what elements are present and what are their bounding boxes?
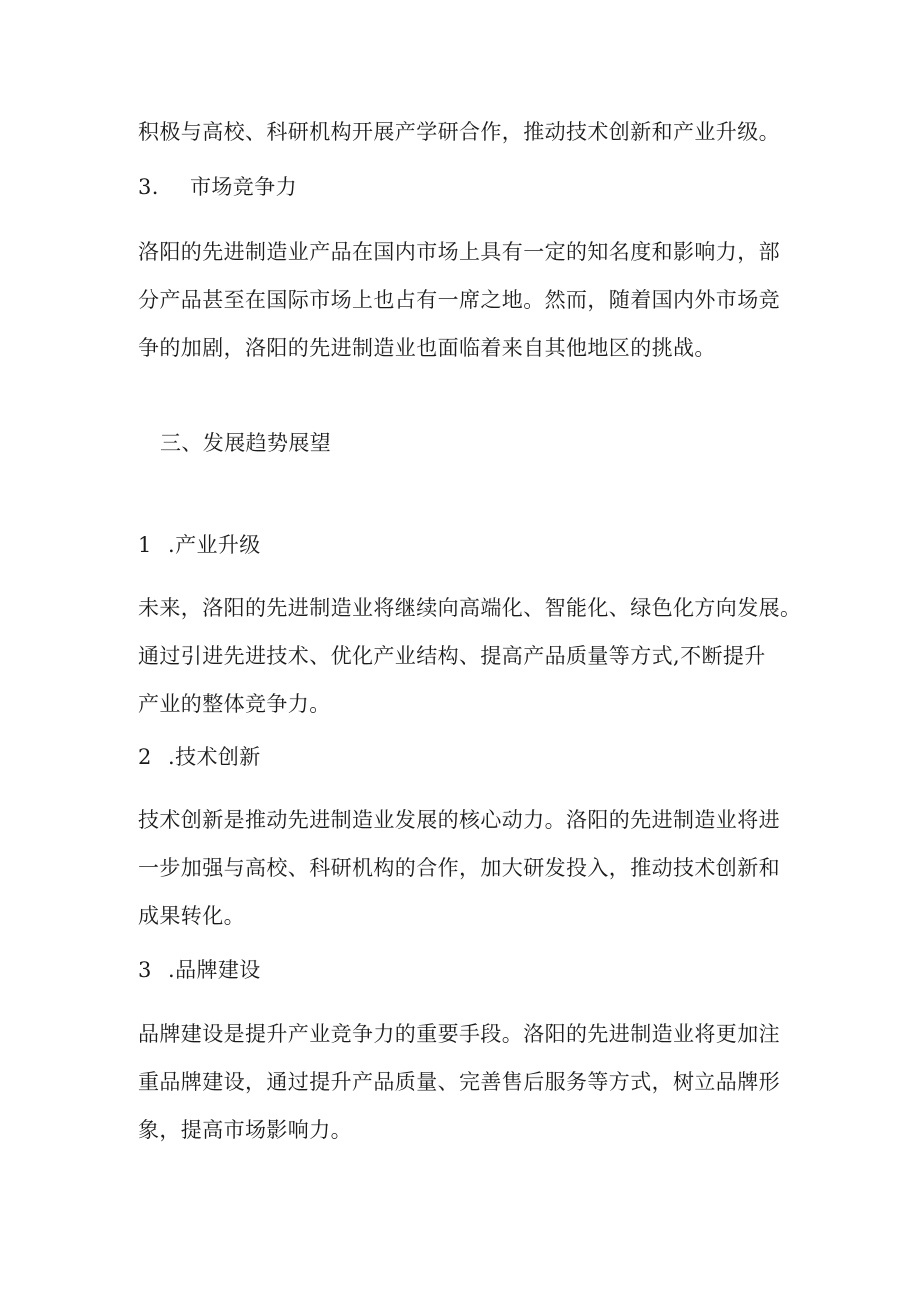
intro-line: 积极与高校、科研机构开展产学研合作，推动技术创新和产业升级。 (138, 120, 780, 144)
trend-paragraph-line: 品牌建设是提升产业竞争力的重要手段。洛阳的先进制造业将更加注 (138, 1022, 780, 1046)
trend-paragraph-line: 通过引进先进技术、优化产业结构、提高产品质量等方式,不断提升 (138, 644, 766, 668)
trend-paragraph-line: 技术创新是推动先进制造业发展的核心动力。洛阳的先进制造业将进 (138, 808, 780, 832)
trend-heading-title: .品牌建设 (168, 958, 261, 982)
trend-heading-innovation (138, 742, 798, 772)
trend-heading-title: .技术创新 (168, 745, 261, 769)
market-paragraph-line: 分产品甚至在国际市场上也占有一席之地。然而，随着国内外市场竞 (138, 288, 780, 312)
trend-paragraph-line: 产业的整体竞争力。 (138, 692, 331, 716)
trend-paragraph-line: 成果转化。 (138, 904, 245, 928)
market-paragraph (138, 228, 798, 372)
trend-paragraph-line: 一步加强与高校、科研机构的合作，加大研发投入，推动技术创新和 (138, 856, 780, 880)
trend-heading-title: .产业升级 (168, 533, 261, 557)
trend-heading-number: 1 (138, 533, 152, 557)
market-paragraph-line: 争的加剧，洛阳的先进制造业也面临着来自其他地区的挑战。 (138, 336, 716, 360)
trend-paragraph-innovation (138, 796, 798, 940)
trend-heading-upgrade (138, 530, 798, 560)
market-heading-number: 3. (138, 175, 159, 199)
trend-paragraph-brand (138, 1010, 798, 1154)
trend-paragraph-line: 重品牌建设，通过提升产品质量、完善售后服务等方式，树立品牌形 (138, 1070, 780, 1094)
section-heading: 三、发展趋势展望 (160, 431, 332, 455)
market-paragraph-line: 洛阳的先进制造业产品在国内市场上具有一定的知名度和影响力，部 (138, 240, 780, 264)
trend-paragraph-upgrade (138, 584, 802, 728)
trend-paragraph-line: 未来，洛阳的先进制造业将继续向高端化、智能化、绿色化方向发展。 (138, 596, 802, 620)
trend-heading-brand (138, 955, 798, 985)
trend-heading-number: 2 (138, 745, 152, 769)
market-heading-title: 市场竞争力 (190, 175, 297, 199)
market-heading (138, 172, 798, 202)
trend-heading-number: 3 (138, 958, 152, 982)
trend-paragraph-line: 象，提高市场影响力。 (138, 1118, 352, 1142)
